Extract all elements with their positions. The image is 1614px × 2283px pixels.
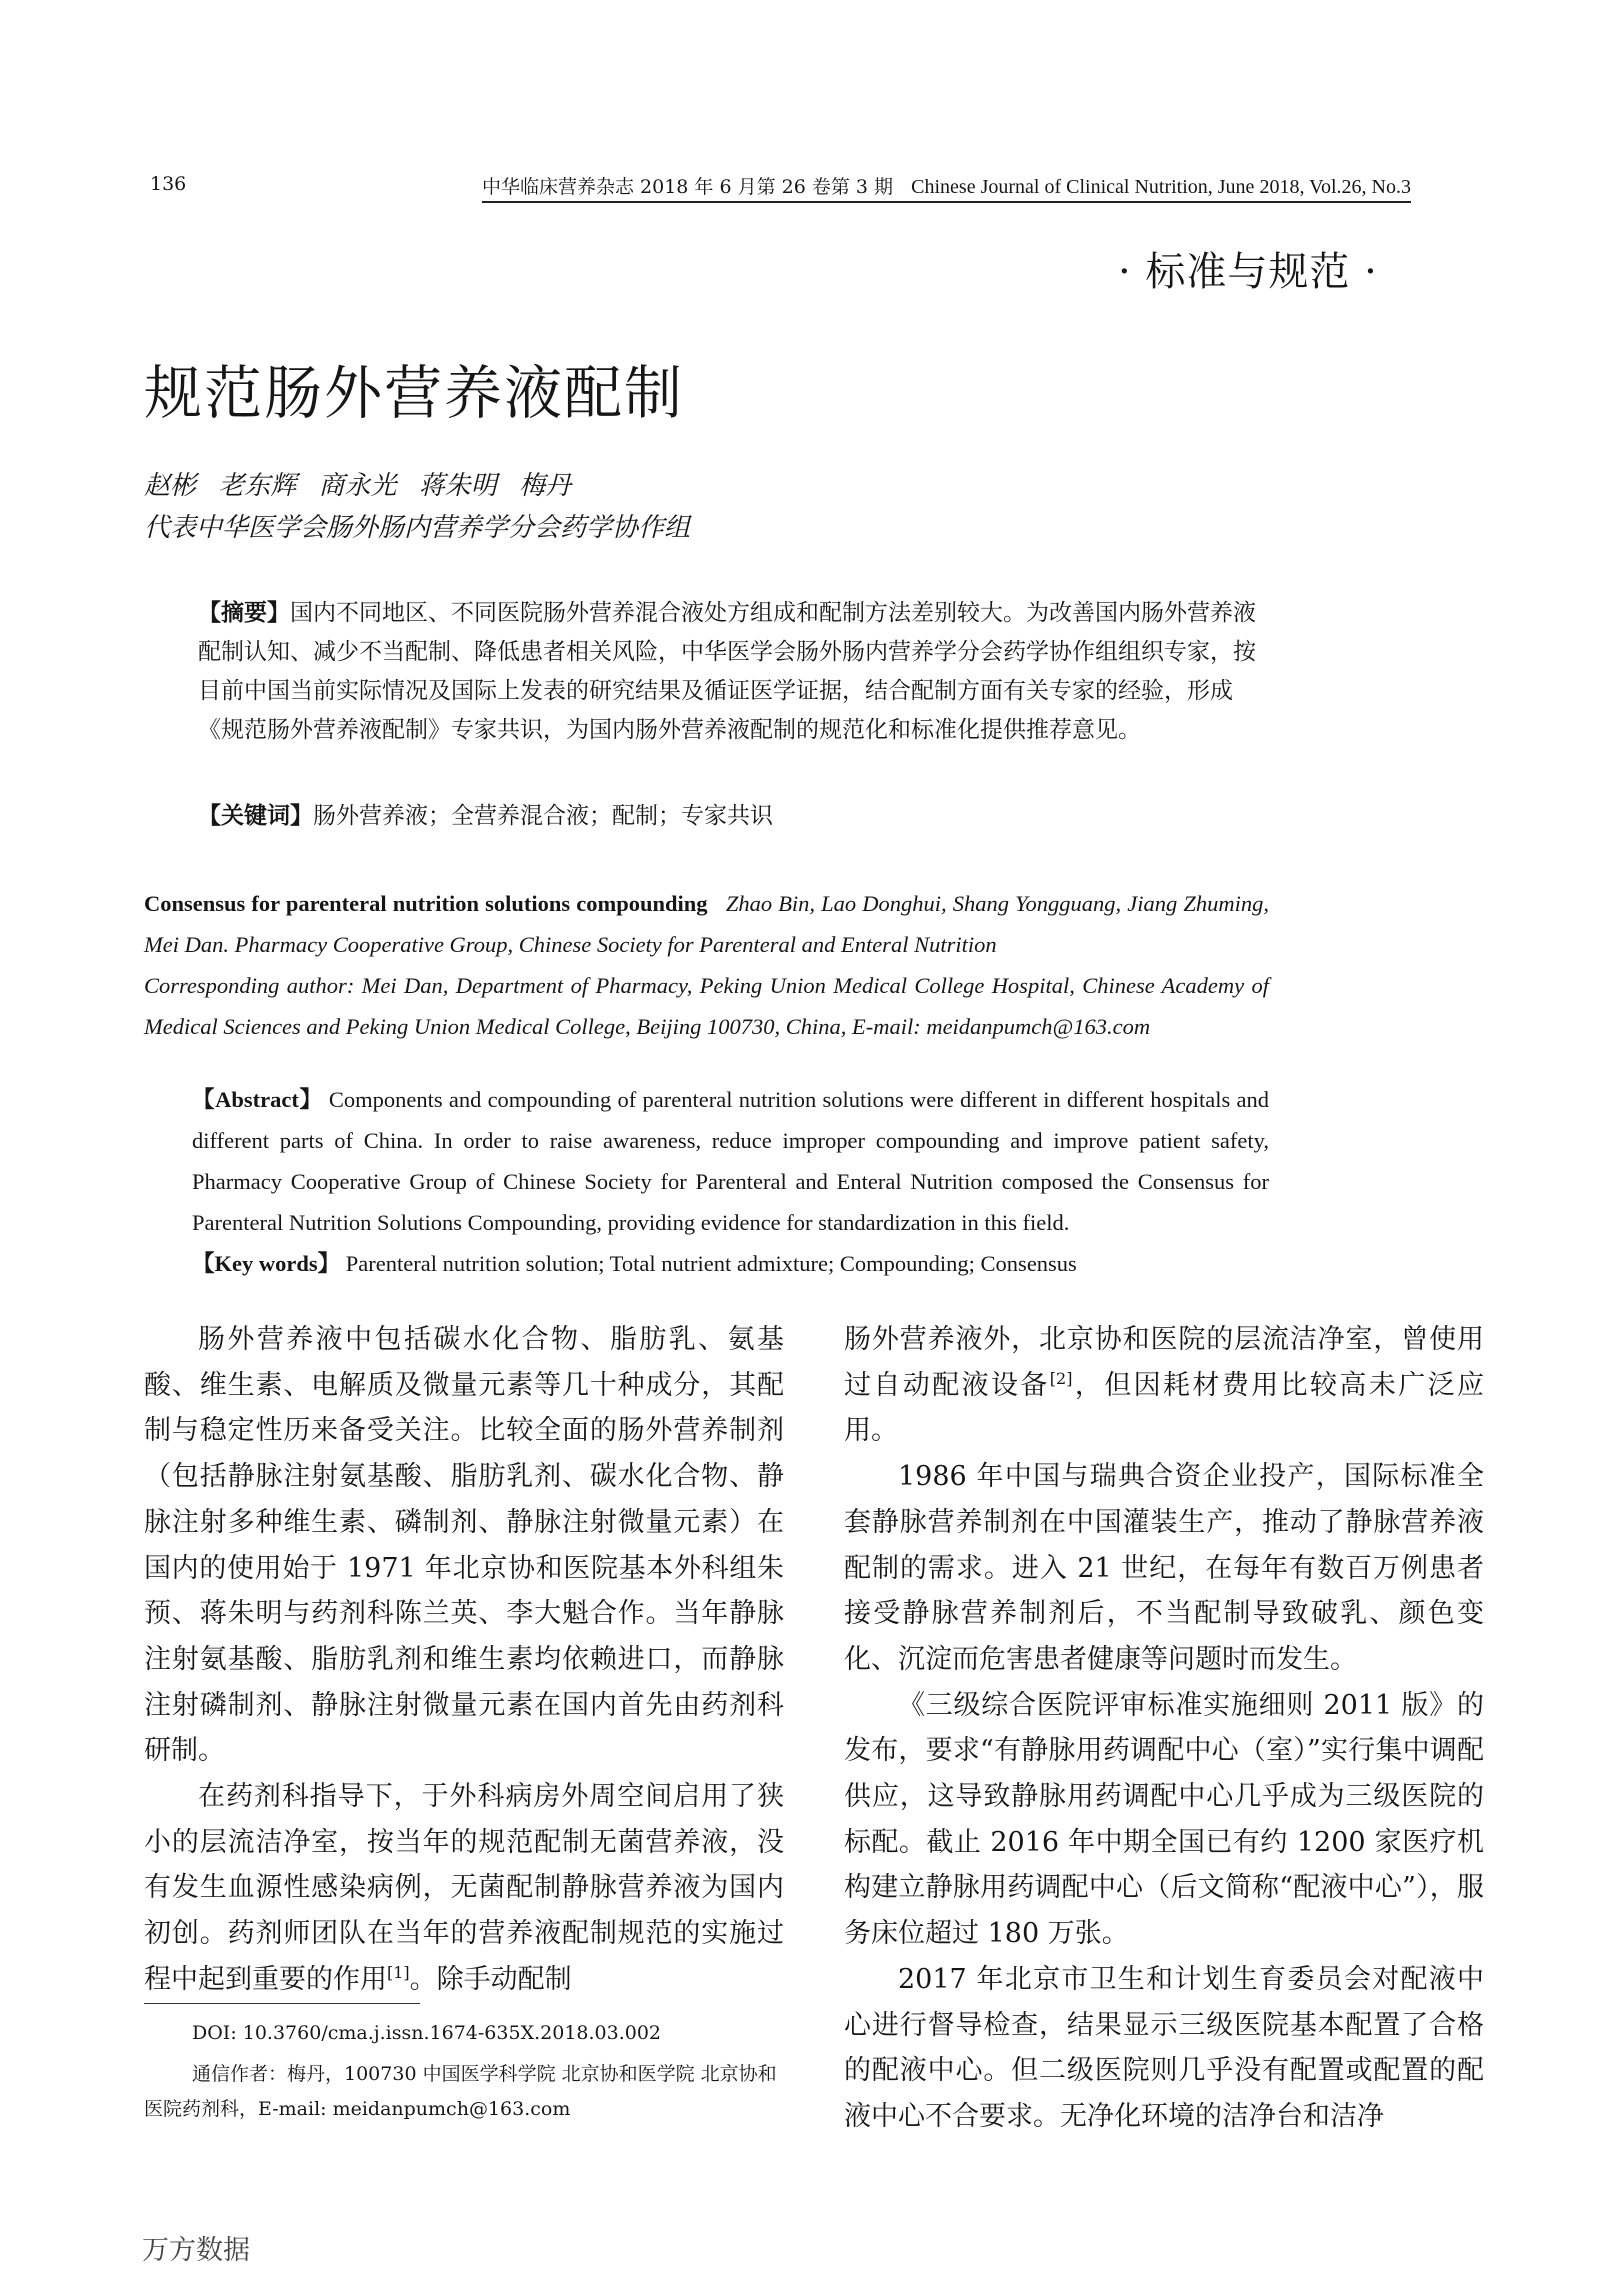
journal-name-en: Chinese Journal of Clinical Nutrition, June 2018, Vol.26, No.3 bbox=[911, 176, 1411, 198]
page-number: 136 bbox=[150, 173, 187, 195]
english-title: Consensus for parenteral nutrition solutions compounding bbox=[144, 891, 708, 916]
footnote-divider bbox=[144, 2003, 420, 2004]
body-column-left bbox=[144, 1317, 784, 2003]
journal-name-cn: 中华临床营养杂志 2018 年 6 月第 26 卷第 3 期 bbox=[482, 176, 894, 198]
running-header bbox=[482, 172, 1411, 203]
body-paragraph bbox=[844, 1317, 1484, 1454]
watermark: 万方数据 bbox=[142, 2235, 250, 2266]
body-text: ，但因耗材费用比较高未广泛应用。 bbox=[844, 1369, 1485, 1447]
abstract-en-label: 【Abstract】 bbox=[192, 1087, 323, 1112]
body-text: 。除手动配制 bbox=[409, 1963, 572, 1995]
author-list: 赵彬 老东辉 商永光 蒋朱明 梅丹 bbox=[144, 471, 572, 501]
abstract-en bbox=[144, 1079, 1269, 1243]
body-text: 在药剂科指导下，于外科病房外周空间启用了狭小的层流洁净室，按当年的规范配制无菌营养液，没有发生血源性感染病例，无菌配制静脉营养液为国内初创。药剂师团队在当年的营养液配制规范的实施过程中起到重要的作用 bbox=[144, 1781, 784, 1995]
body-paragraph: 肠外营养液中包括碳水化合物、脂肪乳、氨基酸、维生素、电解质及微量元素等几十种成分，其配制与稳定性历来备受关注。比较全面的肠外营养制剂（包括静脉注射氨基酸、脂肪乳剂、碳水化合物、静脉注射多种维生素、磷制剂、静脉注射微量元素）在国内的使用始于 1971 年北京协和医院基本外科组朱预、蒋朱明与药剂科陈兰英、李大魁合作。当年静脉注射氨基酸、脂肪乳剂和维生素均依赖进口，而静脉注射磷制剂、静脉注射微量元素在国内首先由药剂科研制。 bbox=[144, 1324, 784, 1767]
english-title-block bbox=[144, 883, 1269, 1047]
doi-footnote: DOI: 10.3760/cma.j.issn.1674-635X.2018.03.002 bbox=[192, 2022, 662, 2044]
section-tag: · 标准与规范 · bbox=[1118, 249, 1378, 295]
abstract-cn bbox=[198, 593, 1271, 750]
body-text: 肠外营养液外，北京协和医院的层流洁净室，曾使用过自动配液设备 bbox=[844, 1324, 1484, 1401]
citation-ref: [1] bbox=[387, 1962, 410, 1982]
abstract-cn-text: 国内不同地区、不同医院肠外营养混合液处方组成和配制方法差别较大。为改善国内肠外营养液配制认知、减少不当配制、降低患者相关风险，中华医学会肠外肠内营养学分会药学协作组组织专家，按目前中国当前实际情况及国际上发表的研究结果及循证医学证据，结合配制方面有关专家的经验，形成《规范肠外营养液配制》专家共识，为国内肠外营养液配制的规范化和标准化提供推荐意见。 bbox=[198, 600, 1256, 743]
corresponding-author-footnote bbox=[144, 2057, 794, 2127]
body-paragraph: 《三级综合医院评审标准实施细则 2011 版》的发布，要求“有静脉用药调配中心（室）”实行集中调配供应，这导致静脉用药调配中心几乎成为三级医院的标配。截止 2016 年中期全国已有约 1200 家医疗机构建立静脉用药调配中心（后文简称“配液中心”），服务床位超过 180 万张。 bbox=[844, 1689, 1484, 1950]
keywords-en-label: 【Key words】 bbox=[192, 1251, 341, 1276]
keywords-cn bbox=[198, 796, 1271, 836]
keywords-cn-text: 肠外营养液；全营养混合液；配制；专家共识 bbox=[313, 803, 773, 829]
corresponding-author-text: 通信作者：梅丹，100730 中国医学科学院 北京协和医学院 北京协和医院药剂科，E-mail: meidanpumch@163.com bbox=[144, 2063, 777, 2120]
citation-ref: [2] bbox=[1049, 1368, 1073, 1388]
keywords-cn-label: 【关键词】 bbox=[198, 802, 313, 829]
english-corresponding-author: Corresponding author: Mei Dan, Department of Pharmacy, Peking Union Medical College Hospital, Chinese Academy of Medical Sciences and Peking Union Medical College, Beijing 100730, China, E-mail: meidanpumch@163.com bbox=[144, 973, 1269, 1039]
abstract-cn-label: 【摘要】 bbox=[198, 599, 290, 626]
body-column-right bbox=[844, 1317, 1484, 2140]
body-paragraph: 2017 年北京市卫生和计划生育委员会对配液中心进行督导检查，结果显示三级医院基本配置了合格的配液中心。但二级医院则几乎没有配置或配置的配液中心不合要求。无净化环境的洁净台和洁净 bbox=[844, 1963, 1484, 2132]
english-authors: Zhao Bin, Lao Donghui, Shang Yongguang, Jiang Zhuming, Mei Dan. Pharmacy Cooperative Group, Chinese Society for Parenteral and Enteral Nutrition bbox=[144, 891, 1269, 957]
author-affiliation: 代表中华医学会肠外肠内营养学分会药学协作组 bbox=[144, 513, 691, 543]
body-paragraph bbox=[144, 1774, 784, 2003]
keywords-en-text: Parenteral nutrition solution; Total nutrient admixture; Compounding; Consensus bbox=[345, 1251, 1077, 1276]
keywords-en bbox=[144, 1243, 1269, 1284]
abstract-en-text: Components and compounding of parenteral nutrition solutions were different in different hospitals and different parts of China. In order to raise awareness, reduce improper compounding and improve patient safety, Pharmacy Cooperative Group of Chinese Society for Parenteral and Enteral Nutrition composed the Consensus for Parenteral Nutrition Solutions Compounding, providing evidence for standardization in this field. bbox=[192, 1087, 1270, 1235]
body-paragraph: 1986 年中国与瑞典合资企业投产，国际标准全套静脉营养制剂在中国灌装生产，推动了静脉营养液配制的需求。进入 21 世纪，在每年有数百万例患者接受静脉营养制剂后，不当配制导致破乳、颜色变化、沉淀而危害患者健康等问题时而发生。 bbox=[844, 1461, 1484, 1675]
article-title: 规范肠外营养液配制 bbox=[144, 359, 685, 427]
